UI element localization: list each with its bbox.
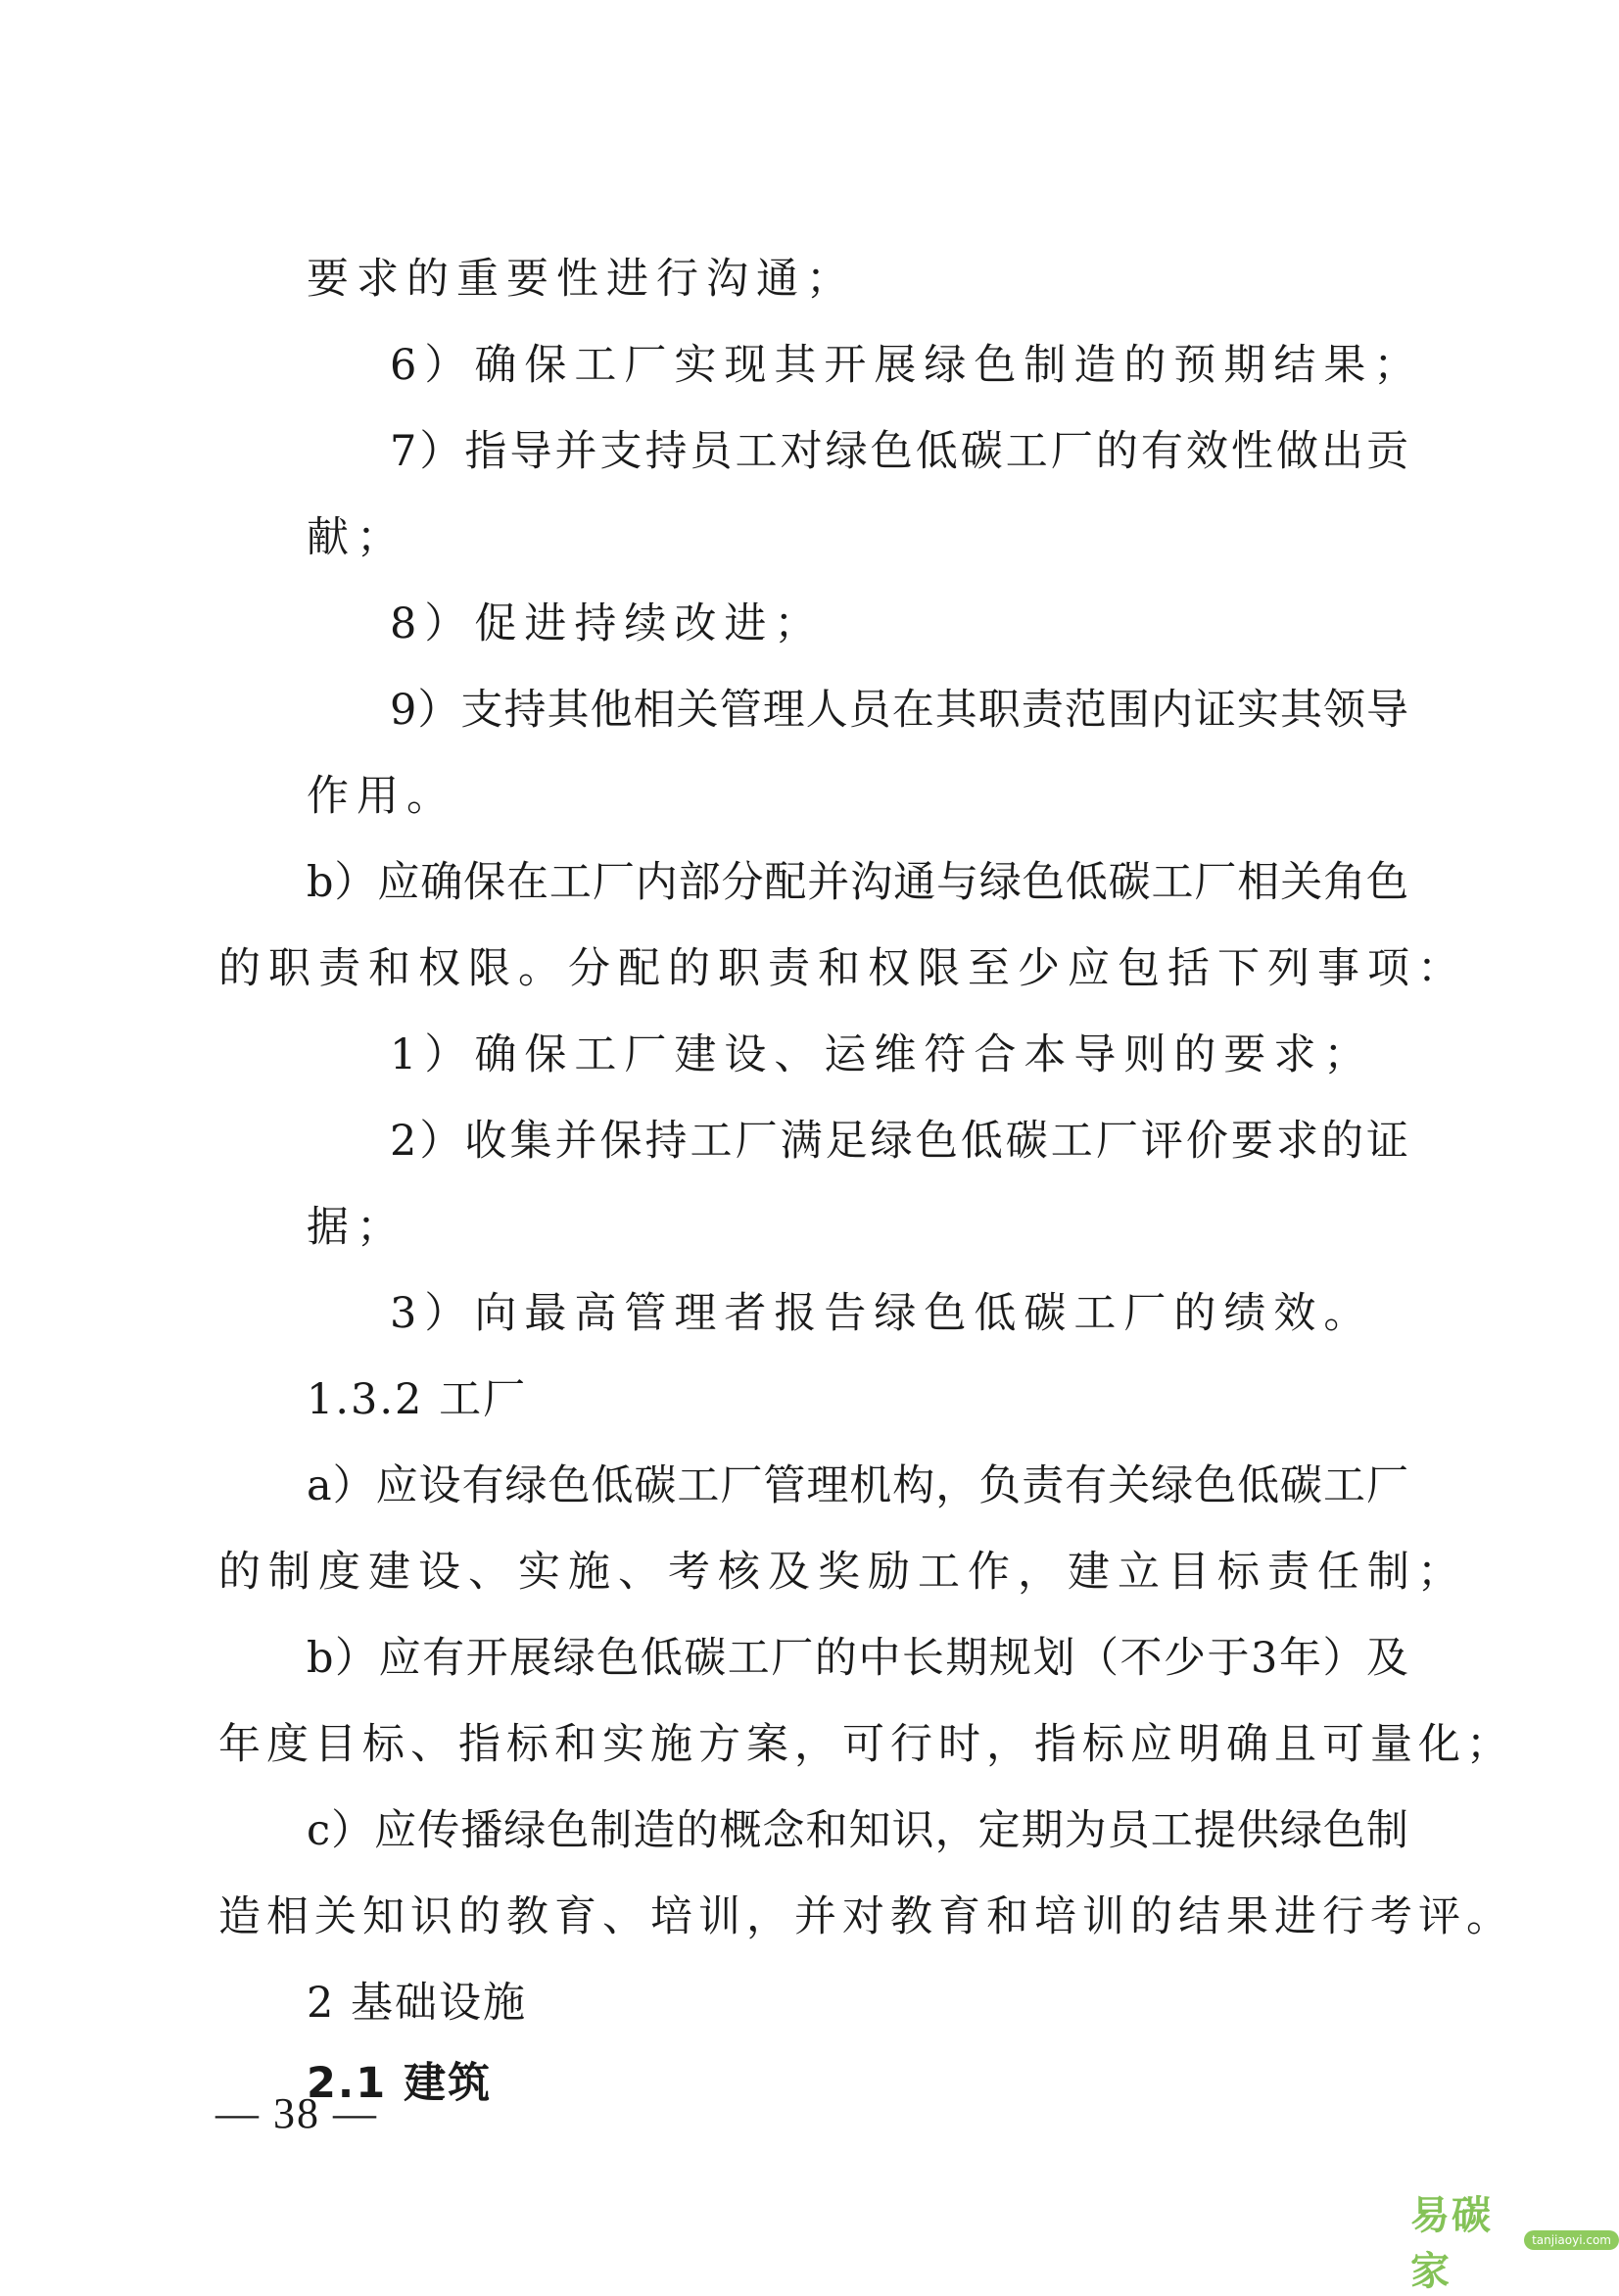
list-item-3: 3）向最高管理者报告绿色低碳工厂的绩效。 [390, 1289, 1374, 1338]
section-heading-2-1: 2.1 建筑 [307, 2059, 493, 2108]
paragraph-c: c）应传播绿色制造的概念和知识，定期为员工提供绿色制 [307, 1806, 1408, 1855]
section-heading-1-3-2: 1.3.2 工厂 [307, 1375, 528, 1424]
list-item-7-cont: 献； [307, 513, 406, 562]
paragraph-a-cont: 的制度建设、实施、考核及奖励工作，建立目标责任制； [218, 1548, 1467, 1597]
list-item-9: 9）支持其他相关管理人员在其职责范围内证实其领导 [390, 686, 1408, 735]
section-heading-2: 2 基础设施 [307, 1979, 528, 2028]
list-item-8: 8）促进持续改进； [390, 599, 825, 648]
list-item-6: 6）确保工厂实现其开展绿色制造的预期结果； [390, 341, 1424, 390]
paragraph-b: b）应确保在工厂内部分配并沟通与绿色低碳工厂相关角色 [307, 858, 1408, 907]
page-number: — 38 — [215, 2089, 378, 2137]
paragraph-b2-cont: 年度目标、指标和实施方案，可行时，指标应明确且可量化； [218, 1720, 1514, 1769]
paragraph-a: a）应设有绿色低碳工厂管理机构，负责有关绿色低碳工厂 [307, 1461, 1408, 1510]
list-item-1: 1）确保工厂建设、运维符合本导则的要求； [390, 1030, 1374, 1079]
paragraph-b-cont: 的职责和权限。分配的职责和权限至少应包括下列事项： [218, 944, 1467, 993]
watermark-url: tanjiaoyi.com [1524, 2230, 1619, 2250]
paragraph-b2: b）应有开展绿色低碳工厂的中长期规划（不少于3年）及 [307, 1634, 1408, 1683]
list-item-2: 2）收集并保持工厂满足绿色低碳工厂评价要求的证 [390, 1117, 1408, 1166]
watermark [1410, 2193, 1619, 2294]
watermark-name: 易碳家 [1410, 2193, 1493, 2294]
list-item-9-cont: 作用。 [307, 772, 456, 821]
list-item-2-cont: 据； [307, 1203, 406, 1252]
text-line-1: 要求的重要性进行沟通； [307, 255, 856, 304]
paragraph-c-cont: 造相关知识的教育、培训，并对教育和培训的结果进行考评。 [218, 1892, 1514, 1941]
list-item-7: 7）指导并支持员工对绿色低碳工厂的有效性做出贡 [390, 427, 1408, 476]
